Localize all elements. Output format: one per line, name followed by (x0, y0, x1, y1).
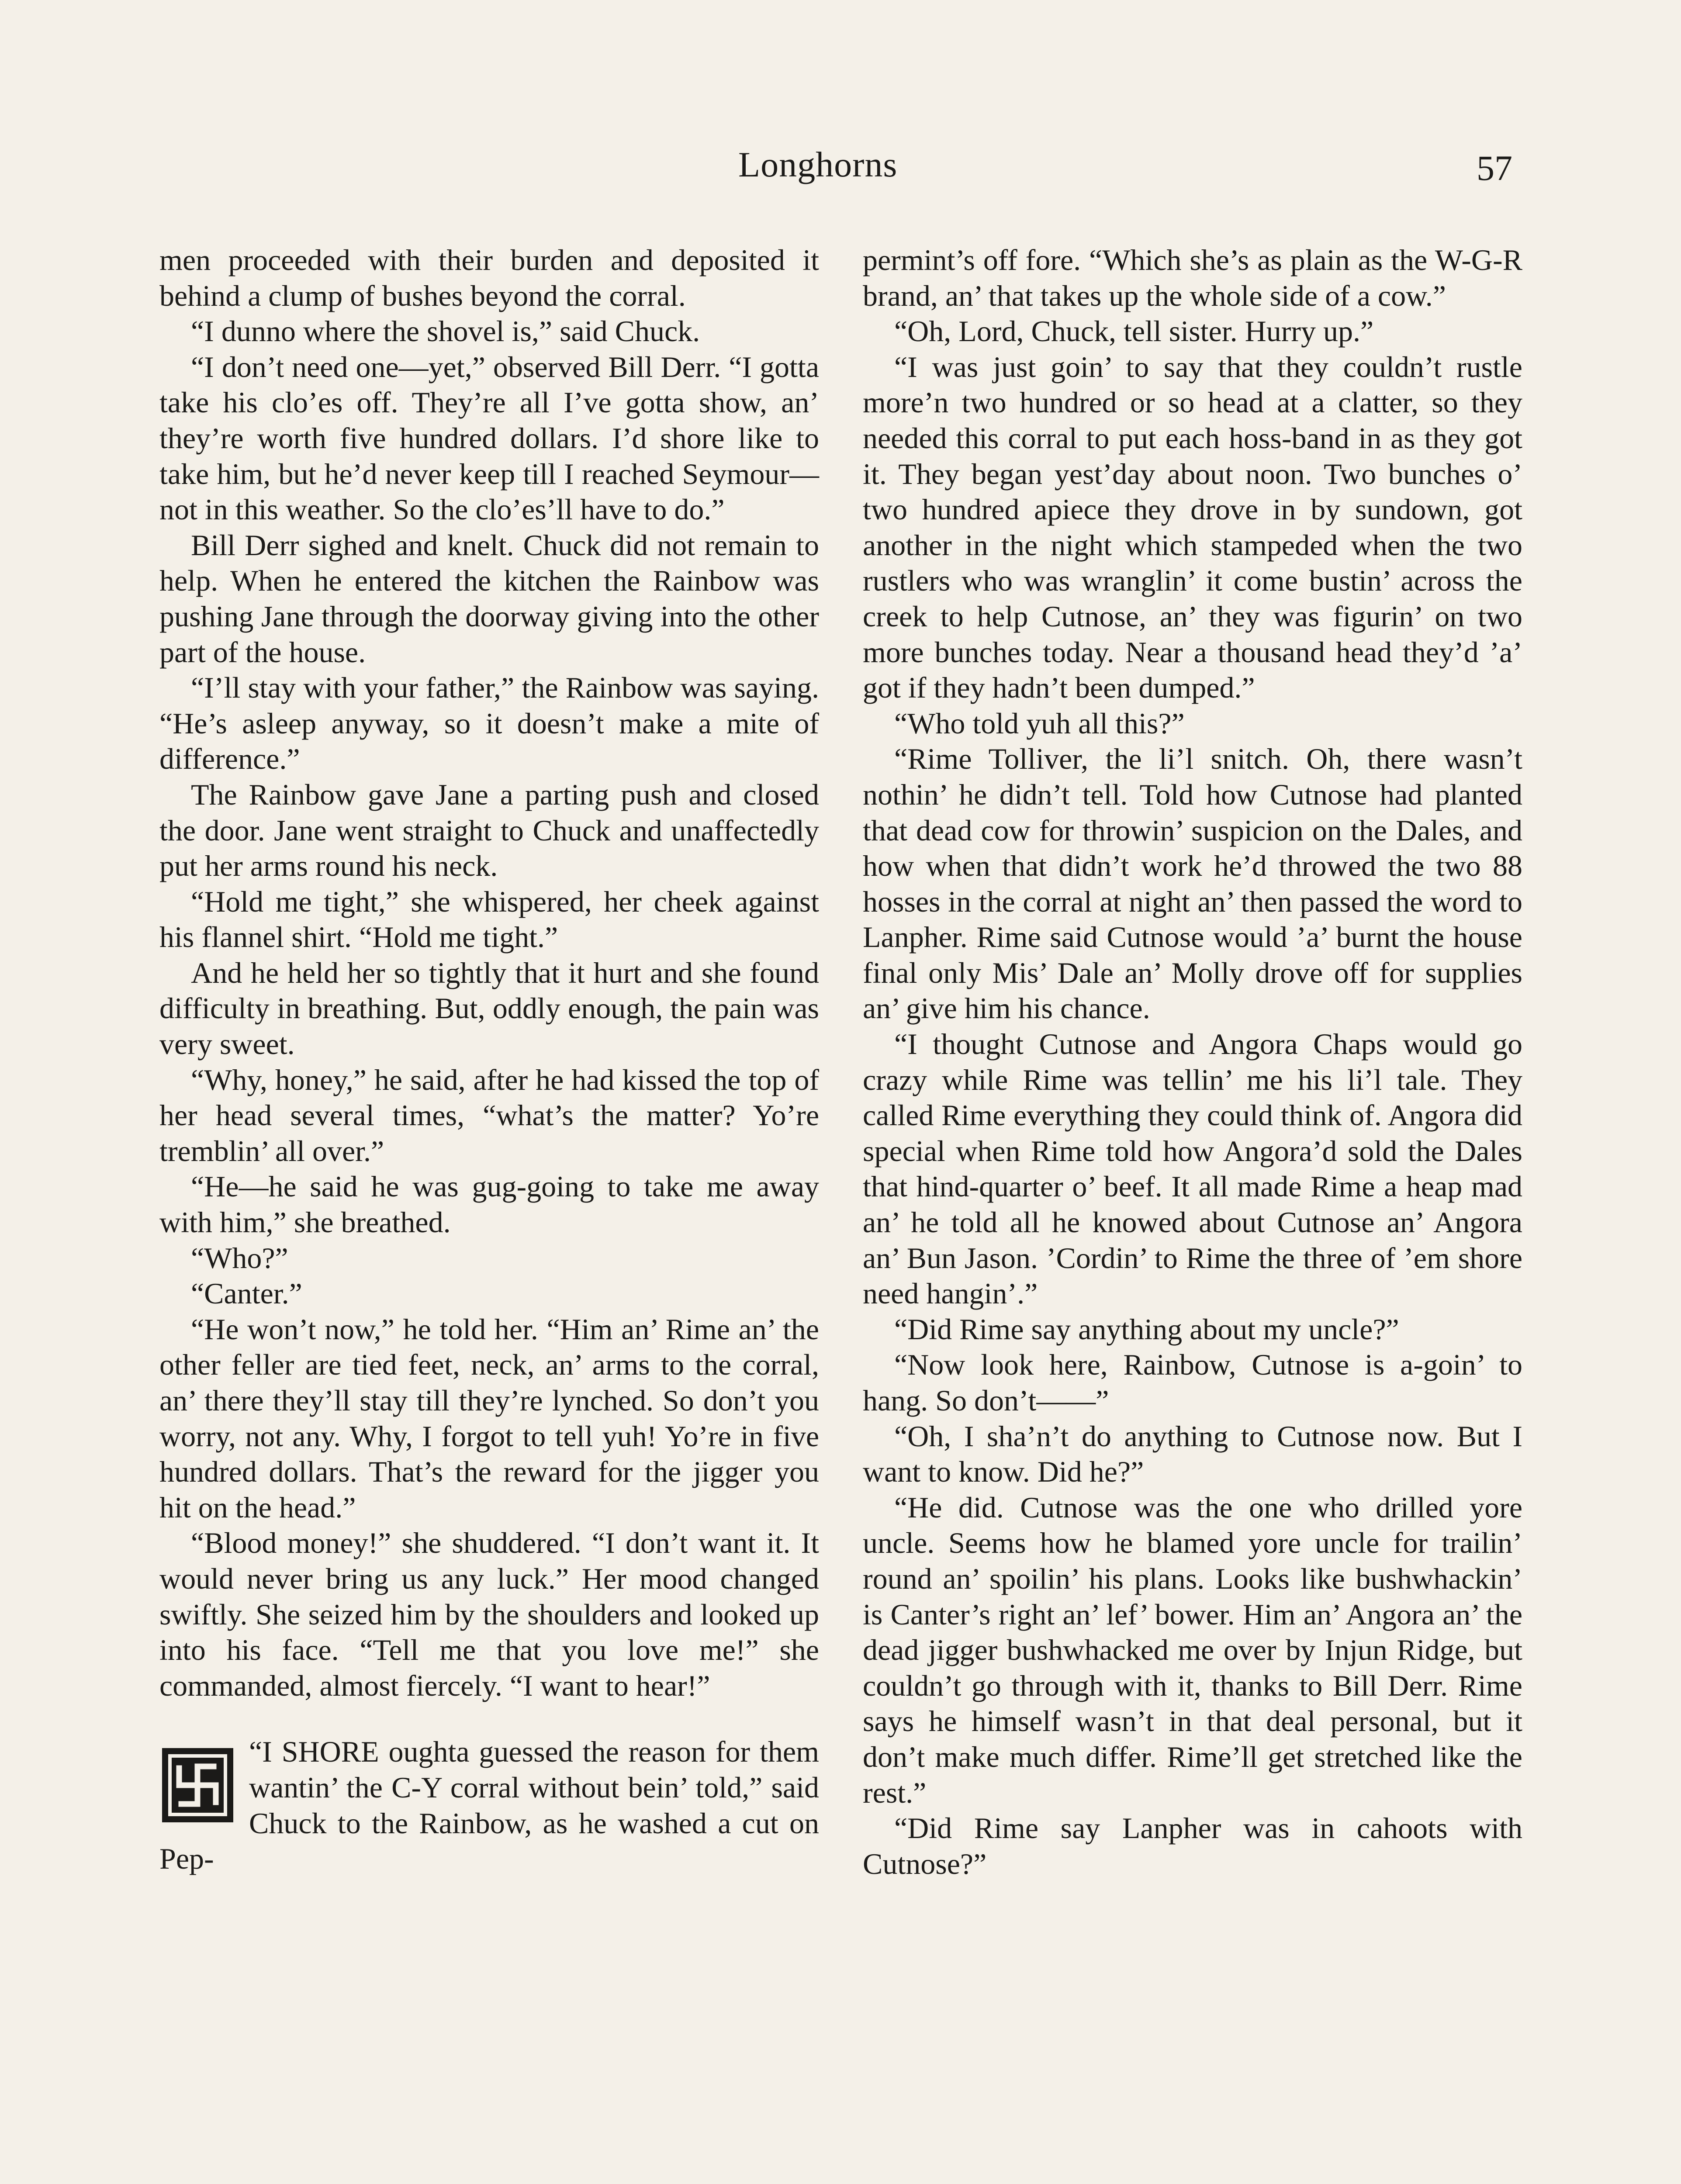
paragraph: And he held her so tightly that it hurt and she found difficulty in breathing. But, oddly enough, the pain was very sweet. (159, 956, 819, 1061)
paragraph: “He did. Cutnose was the one who drilled yore uncle. Seems how he blamed yore uncle for trailin’ round an’ spoilin’ his plans. Looks like bushwhackin’ is Canter’s right an’ lef’ bower. Him an’ Angora an’ the dead jigger bushwhacked me over by Injun Ridge, but couldn’t go through with it, thanks to Bill Derr. Rime says he himself wasn’t in that deal personal, but it don’t make much differ. Rime’ll get stretched like the rest.” (863, 1490, 1522, 1809)
paragraph: “He won’t now,” he told her. “Him an’ Rime an’ the other feller are tied feet, neck, an’ arms to the corral, an’ there they’ll stay till they’re lynched. So don’t you worry, not any. Why, I forgot to tell yuh! Yo’re in five hundred dollars. That’s the reward for the jigger you hit on the head.” (159, 1312, 819, 1524)
running-head (0, 144, 1681, 197)
paragraph: permint’s off fore. “Which she’s as plain as the W-G-R brand, an’ that takes up the whole side of a cow.” (863, 243, 1522, 312)
paragraph: “I’ll stay with your father,” the Rainbow was saying. “He’s asleep anyway, so it doesn’t make a mite of difference.” (159, 671, 819, 776)
paragraph: “I was just goin’ to say that they couldn’t rustle more’n two hundred or so head at a clatter, so they needed this corral to put each hoss-band in as they got it. They began yest’day about noon. Two bunches o’ two hundred apiece they drove in by sundown, got another in the night which stampeded when the two rustlers who was wranglin’ it come bustin’ across the creek to help Cutnose, an’ they was figurin’ on two more bunches today. Near a thousand head they’d ’a’ got if they hadn’t been dumped.” (863, 350, 1522, 705)
paragraph: “Who told yuh all this?” (894, 706, 1185, 740)
paragraph: “He—he said he was gug-going to take me away with him,” she breathed. (159, 1170, 819, 1239)
paragraph: “Oh, Lord, Chuck, tell sister. Hurry up.” (894, 314, 1374, 348)
paragraph: “Blood money!” she shuddered. “I don’t want it. It would never bring us any luck.” Her mood changed swiftly. She seized him by the shoulders and looked up into his face. “Tell me that you love me!” she commanded, almost fiercely. “I want to hear!” (159, 1526, 819, 1702)
paragraph: “Oh, I sha’n’t do anything to Cutnose now. But I want to know. Did he?” (863, 1419, 1522, 1489)
paragraph: men proceeded with their burden and deposited it behind a clump of bushes beyond the corral. (159, 243, 819, 312)
paragraph: “I thought Cutnose and Angora Chaps would go crazy while Rime was tellin’ me his li’l tale. They called Rime everything they could think of. Angora did special when Rime told how Angora’d sold the Dales that hind-quarter o’ beef. It all made Rime a heap mad an’ he told all he knowed about Cutnose an’ Angora an’ Bun Jason. ’Cordin’ to Rime the three of ’em shore need hangin’.” (863, 1027, 1522, 1310)
paragraph-text: “I SHORE oughta guessed the reason for them wantin’ the C-Y corral without bein’ told,” said Chuck to the Rainbow, as he washed a cut on Pep- (159, 1735, 819, 1876)
paragraph: “Did Rime say Lanpher was in cahoots with Cutnose?” (863, 1811, 1522, 1880)
right-column (863, 242, 1522, 1882)
paragraph: “Why, honey,” he said, after he had kissed the top of her head several times, “what’s the matter? Yo’re tremblin’ all over.” (159, 1063, 819, 1168)
left-column (159, 242, 819, 1877)
paragraph: “Hold me tight,” she whispered, her cheek against his flannel shirt. “Hold me tight.” (159, 885, 819, 954)
paragraph: “I don’t need one—yet,” observed Bill Derr. “I gotta take his clo’es off. They’re all I’ve gotta show, an’ they’re worth five hundred dollars. I’d shore like to take him, but he’d never keep till I reached Seymour—not in this weather. So the clo’es’ll have to do.” (159, 350, 819, 526)
page-number: 57 (1477, 148, 1512, 188)
paragraph: “Did Rime say anything about my uncle?” (894, 1312, 1399, 1346)
section-opening-paragraph (159, 1734, 819, 1876)
swastika-brand-ornament-icon (159, 1745, 236, 1825)
paragraph: “Rime Tolliver, the li’l snitch. Oh, there wasn’t nothin’ he didn’t tell. Told how Cutnose had planted that dead cow for throwin’ suspicion on the Dales, and how when that didn’t work he’d throwed the two 88 hosses in the corral at night an’ then passed the word to Lanpher. Rime said Cutnose would ’a’ burnt the house final only Mis’ Dale an’ Molly drove off for supplies an’ give him his chance. (863, 742, 1522, 1025)
paragraph: The Rainbow gave Jane a parting push and closed the door. Jane went straight to Chuck and unaffectedly put her arms round his neck. (159, 778, 819, 883)
paragraph: “Now look here, Rainbow, Cutnose is a-goin’ to hang. So don’t——” (863, 1348, 1522, 1417)
running-title: Longhorns (738, 145, 898, 184)
paragraph: “Canter.” (191, 1277, 302, 1310)
paragraph: “Who?” (191, 1241, 288, 1275)
paragraph: Bill Derr sighed and knelt. Chuck did not remain to help. When he entered the kitchen the Rainbow was pushing Jane through the doorway giving into the other part of the house. (159, 528, 819, 669)
paragraph: “I dunno where the shovel is,” said Chuck. (191, 314, 700, 348)
